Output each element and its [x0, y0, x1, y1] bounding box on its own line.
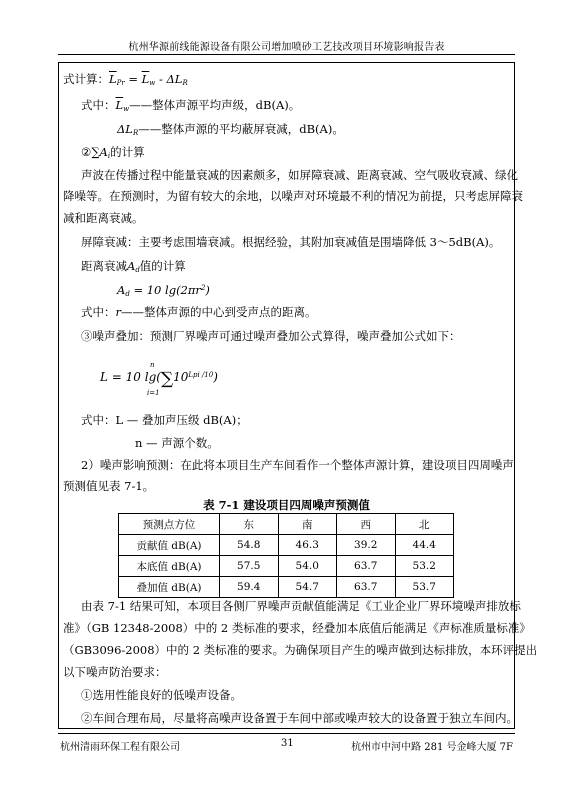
table-header-row	[119, 514, 454, 535]
footer-rule	[58, 733, 515, 734]
table-cell: 63.7	[337, 556, 396, 577]
table-header-cell: 南	[278, 514, 337, 535]
def-prefix: 式中：	[81, 98, 116, 112]
table-row	[119, 535, 454, 556]
table-cell: 54.8	[220, 535, 279, 556]
formula-prefix: 式计算：	[63, 72, 109, 86]
table-cell: 57.5	[220, 556, 279, 577]
distance-attenuation-heading: 距离衰减$A_d$值的计算	[81, 259, 186, 274]
table-cell: 54.7	[278, 577, 337, 598]
paragraph-line: ②车间合理布局，尽量将高噪声设备置于车间中部或噪声较大的设备置于独立车间内。	[81, 711, 518, 725]
paragraph-line: ③噪声叠加：预测厂界噪声可通过噪声叠加公式算得，噪声叠加公式如下：	[81, 329, 461, 343]
paragraph-line: 减和距离衰减。	[63, 211, 144, 225]
paragraph-line: 声波在传播过程中能量衰减的因素颇多，如屏障衰减、距离衰减、空气吸收衰减、绿化	[81, 168, 518, 182]
paragraph-line: 由表 7-1 结果可知，本项目各侧厂界噪声贡献值能满足《工业企业厂界环境噪声排放标	[81, 599, 521, 613]
noise-table	[118, 513, 454, 598]
paragraph-line: 预测值见表 7-1。	[63, 479, 155, 493]
table-cell: 39.2	[337, 535, 396, 556]
footer-address: 杭州市中河中路 281 号金峰大厦 7F	[351, 742, 513, 753]
paragraph-line: 降噪等。在预测时，为留有较大的余地，以噪声对环境最不利的情况为前提，只考虑屏障衰	[63, 189, 523, 203]
page-number: 31	[281, 738, 294, 749]
row-label: 贡献值 dB(A)	[119, 535, 220, 556]
definition-dlr: $\Delta L_R——$整体声源的平均蔽屏衰减，dB(A)。	[117, 122, 344, 137]
paragraph-line: 以下噪声防治要求：	[63, 665, 167, 679]
table-cell: 53.7	[395, 577, 454, 598]
table-row	[119, 577, 454, 598]
formula-ad: $A_d = 10$ $\lg(2\pi r^2)$	[117, 283, 210, 298]
definition-lw: 式中：$\overline{L}_w——$整体声源平均声级，dB(A)。	[81, 98, 301, 113]
table-header-cell: 北	[395, 514, 454, 535]
table-cell: 63.7	[337, 577, 396, 598]
table-header-cell: 东	[220, 514, 279, 535]
sum-ai-heading: $②\sum A_i$的计算	[81, 145, 145, 160]
footer-company: 杭州清雨环保工程有限公司	[60, 742, 180, 753]
page-header: 杭州华源前线能源设备有限公司增加喷砂工艺技改项目环境影响报告表	[128, 42, 445, 53]
paragraph-line: 准》（GB 12348-2008）中的 2 类标准的要求，经叠加本底值后能满足《声标准质量标准》	[63, 621, 531, 635]
table-cell: 54.0	[278, 556, 337, 577]
table-caption: 表 7-1 建设项目四周噪声预测值	[203, 498, 370, 512]
formula-line-1	[63, 72, 188, 90]
sum-lower: i=1	[147, 389, 160, 397]
formula-sum: L = 10 $\lg(\sum 10^{Lpi /10})$	[100, 369, 218, 389]
paragraph-line: 式中：L — 叠加声压级 dB(A)；	[81, 413, 248, 427]
table-header-cell: 西	[337, 514, 396, 535]
paragraph-line: 2）噪声影响预测：在此将本项目生产车间看作一个整体声源计算，建设项目四周噪声	[81, 458, 514, 472]
table-cell: 53.2	[395, 556, 454, 577]
paragraph-line: 屏障衰减：主要考虑围墙衰减。根据经验，其附加衰减值是围墙降低 3～5dB(A)。	[81, 235, 501, 249]
row-label: 叠加值 dB(A)	[119, 577, 220, 598]
sum-upper: n	[150, 361, 155, 369]
formula-lp: $\overline{L}_{Pr} = \overline{L}_w - \Delta L_R$	[109, 72, 188, 87]
def-lw-text: ——整体声源平均声级，dB(A)。	[129, 98, 301, 112]
paragraph-line: ①选用性能良好的低噪声设备。	[81, 688, 242, 702]
table-header-cell: 预测点方位	[119, 514, 220, 535]
table-row	[119, 556, 454, 577]
table-cell: 44.4	[395, 535, 454, 556]
paragraph-line: n — 声源个数。	[135, 436, 219, 450]
row-label: 本底值 dB(A)	[119, 556, 220, 577]
def-dlr-text: ——整体声源的平均蔽屏衰减，dB(A)。	[138, 122, 344, 136]
definition-r: 式中：r——整体声源的中心到受声点的距离。	[81, 305, 317, 319]
header-rule	[58, 54, 515, 55]
table-cell: 59.4	[220, 577, 279, 598]
table-cell: 46.3	[278, 535, 337, 556]
paragraph-line: （GB3096-2008）中的 2 类标准的要求。为确保项目产生的噪声做到达标排放，本环评提出	[63, 643, 538, 657]
